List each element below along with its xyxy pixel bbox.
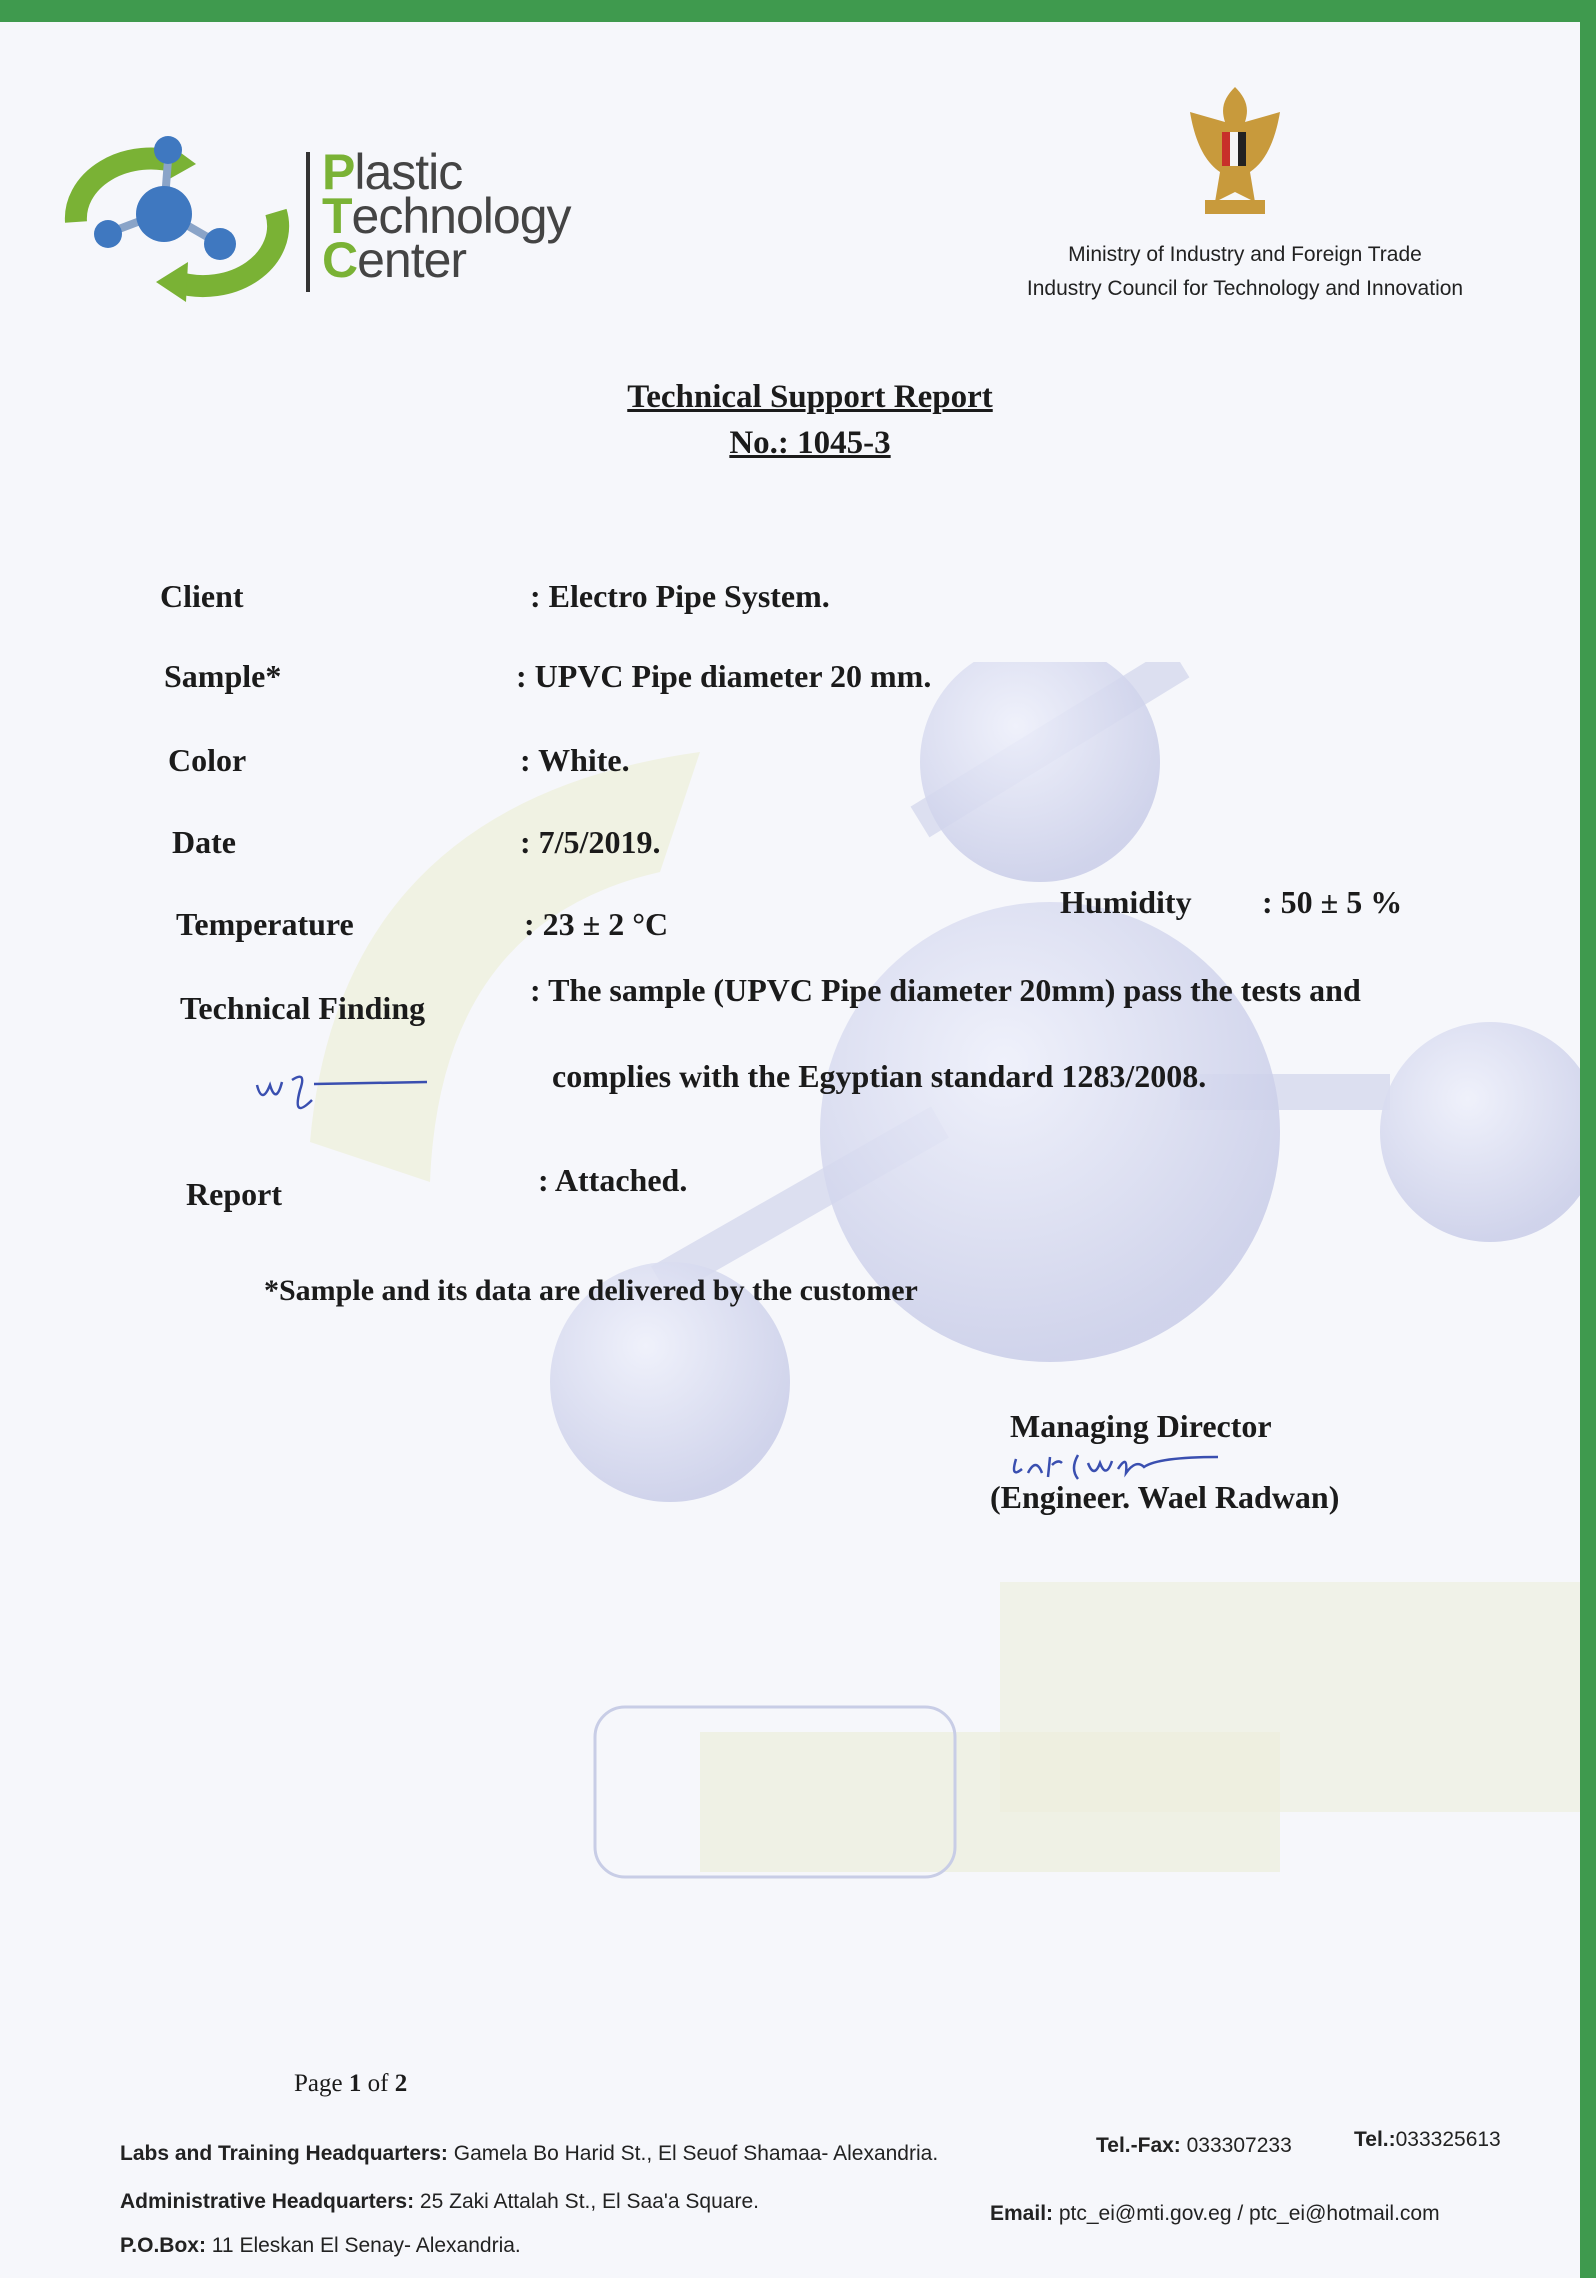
humidity-label: Humidity bbox=[1060, 884, 1192, 920]
footer-labs-address: Labs and Training Headquarters: Gamela Bo Harid St., El Seuof Shamaa- Alexandria. bbox=[120, 2142, 939, 2165]
report-label: Report bbox=[186, 1176, 282, 1212]
footer-admin-address: Administrative Headquarters: 25 Zaki Attalah St., El Saa'a Square. bbox=[120, 2190, 759, 2213]
footer-pobox: P.O.Box: 11 Eleskan El Senay- Alexandria. bbox=[120, 2234, 521, 2257]
signatory-role: Managing Director bbox=[1010, 1408, 1272, 1444]
temperature-value: : 23 ± 2 °C bbox=[524, 906, 669, 942]
technical-finding-label: Technical Finding bbox=[180, 990, 426, 1026]
stamp-watermark bbox=[590, 1702, 960, 1882]
document-page bbox=[0, 22, 1580, 2278]
footer-tel: Tel.:033325613 bbox=[1354, 2128, 1501, 2151]
sample-label: Sample* bbox=[164, 658, 282, 694]
date-value: : 7/5/2019. bbox=[520, 824, 661, 860]
logo-divider bbox=[306, 152, 310, 292]
ministry-line: Ministry of Industry and Foreign Trade bbox=[1068, 243, 1422, 266]
color-label: Color bbox=[168, 742, 247, 778]
logo-wordmark: Plastic Technology Center bbox=[322, 144, 571, 288]
molecule-logo-icon bbox=[56, 132, 296, 302]
date-label: Date bbox=[172, 824, 236, 860]
ptc-logo bbox=[56, 132, 596, 302]
ministry-header bbox=[1000, 238, 1490, 306]
client-value: : Electro Pipe System. bbox=[530, 578, 830, 614]
initials-signature-icon bbox=[252, 1060, 432, 1120]
technical-finding-line1: : The sample (UPVC Pipe diameter 20mm) pass the tests and bbox=[530, 972, 1361, 1008]
report-number: No.: 1045-3 bbox=[729, 425, 891, 461]
page-number: Page 1 of 2 bbox=[294, 2070, 408, 2097]
report-title bbox=[540, 374, 1080, 466]
footer-email: Email: ptc_ei@mti.gov.eg / ptc_ei@hotmail.com bbox=[990, 2202, 1440, 2225]
eagle-emblem-icon bbox=[1180, 82, 1290, 222]
customer-note: *Sample and its data are delivered by the customer bbox=[264, 1274, 918, 1307]
color-value: : White. bbox=[520, 742, 630, 778]
sample-value: : UPVC Pipe diameter 20 mm. bbox=[516, 658, 932, 694]
signatory-name: (Engineer. Wael Radwan) bbox=[990, 1479, 1340, 1515]
temperature-label: Temperature bbox=[176, 906, 354, 942]
humidity-value: : 50 ± 5 % bbox=[1262, 884, 1403, 920]
council-line: Industry Council for Technology and Innovation bbox=[1026, 277, 1464, 300]
signature-block bbox=[990, 1408, 1339, 1516]
client-label: Client bbox=[160, 578, 244, 614]
report-value: : Attached. bbox=[538, 1162, 688, 1198]
footer-telfax: Tel.-Fax: 033307233 bbox=[1096, 2134, 1292, 2157]
report-title-text: Technical Support Report bbox=[627, 379, 993, 415]
technical-finding-line2: complies with the Egyptian standard 1283/2008. bbox=[552, 1058, 1207, 1094]
